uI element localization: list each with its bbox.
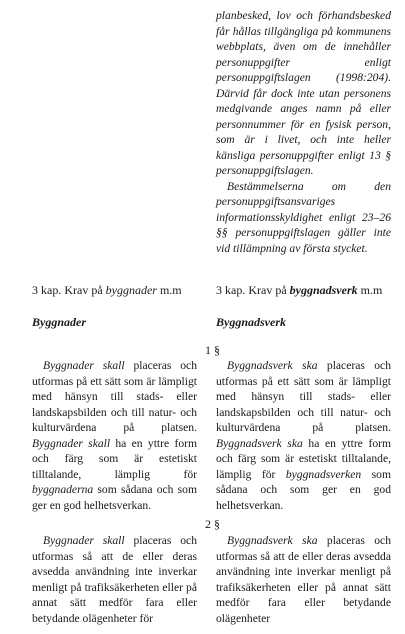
subheading-right: Byggnadsverk	[216, 315, 286, 329]
s1-right-text-2: ha en yttre form och färg som är estetiskt tilltalande, lämplig för	[216, 436, 392, 481]
s2-left-text-1: placeras och utformas så att de eller deras avsedda användning inte inverkar menligt på trafiksäkerheten eller på annat sätt medför fara eller betydande olägenheter för	[32, 534, 197, 625]
section-2-right	[216, 533, 391, 626]
top-right-paragraph-2: Bestämmelserna om den personuppgiftsansvariges informationsskyldighet enligt 23–26 §§ personuppgiftslagen gäller inte vid tillämpning av första stycket.	[216, 179, 391, 255]
section-number-1: 1 §	[205, 343, 220, 357]
chapter-left-prefix: 3 kap. Krav på	[32, 283, 106, 297]
s1-left-text-2: ha en yttre form och färg som är estetiskt tilltalande, lämplig för	[32, 436, 197, 481]
top-right-paragraph-1: planbesked, lov och förhandsbesked får hållas tillgängliga på kommunens webbplats, även om de innehåller personuppgifter enligt personuppgiftslagen (1998:204). Därvid får dock inte utan personens medgivande anges namn på eller personnummer för en fysisk person, som är i livet, och inte heller känsliga personuppgifter enligt 13 § personuppgiftslagen.	[216, 9, 391, 177]
s2-left-em-1: Byggnader skall	[43, 534, 125, 547]
s1-right-em-1: Byggnadsverk ska	[227, 359, 318, 372]
s2-right-em-1: Byggnadsverk ska	[227, 534, 318, 547]
s1-right-em-2: Byggnadsverk ska	[216, 436, 303, 450]
chapter-right-em: byggnadsverk	[289, 283, 358, 297]
s2-right-text-1: placeras och utformas så att de eller deras avsedda användning inte inverkar menligt på trafiksäkerheten eller på annat sätt medför fara eller betydande olägenheter	[216, 534, 391, 625]
chapter-right-suffix: m.m	[357, 283, 383, 297]
section-1-left	[32, 358, 197, 513]
s1-left-em-1: Byggnader skall	[43, 359, 125, 372]
subheading-left: Byggnader	[32, 315, 86, 329]
section-2-left	[32, 533, 197, 626]
s1-right-em-3: byggnadsverken	[285, 467, 362, 481]
s1-left-em-3: byggnaderna	[32, 483, 94, 496]
section-1-right	[216, 358, 391, 513]
top-right-block	[216, 8, 391, 256]
s1-left-em-2: Byggnader skall	[32, 436, 111, 450]
s1-right-text-3: som sådana och som ger en god helhetsverkan.	[216, 467, 391, 512]
chapter-right-prefix: 3 kap. Krav på	[216, 283, 290, 297]
s1-left-text-3: som sådana och som ger en god helhetsverkan.	[32, 483, 197, 512]
chapter-left-suffix: m.m	[156, 283, 182, 297]
chapter-heading-left	[32, 283, 182, 298]
s1-right-text-1: placeras och utformas på ett sätt som är lämpligt med hänsyn till stads- eller landskapsbilden och till natur- och kulturvärdena på platsen.	[216, 359, 391, 434]
chapter-heading-right	[216, 283, 391, 298]
s1-left-text-1: placeras och utformas på ett sätt som är lämpligt med hänsyn till stads- eller landskapsbilden och till natur- och kulturvärdena på platsen.	[32, 359, 197, 434]
section-number-2: 2 §	[205, 517, 220, 531]
chapter-left-em: byggnader	[105, 283, 157, 297]
